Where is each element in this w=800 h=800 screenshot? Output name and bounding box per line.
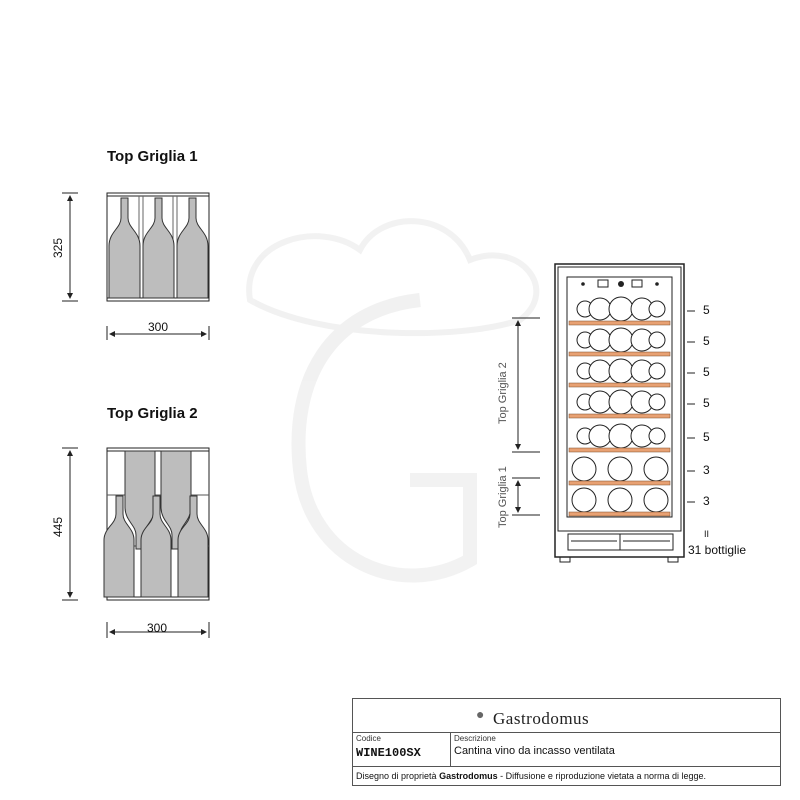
cabinet-dimension-lines <box>512 318 540 515</box>
bottle-circle <box>644 457 668 481</box>
total-bottles-label: 31 bottiglie <box>688 543 747 557</box>
product-code: WINE100SX <box>356 746 421 760</box>
griglia-2-drawing <box>104 448 209 600</box>
footer-prefix: Disegno di proprietà <box>356 771 440 781</box>
footer-suffix: - Diffusione e riproduzione vietata a norma di legge. <box>497 771 707 781</box>
shelf-bar <box>569 321 670 325</box>
bottle-circle <box>589 298 611 320</box>
griglia-1-title: Top Griglia 1 <box>107 148 198 165</box>
code-cell <box>353 733 451 766</box>
bottle-shape <box>109 198 140 298</box>
shelf-count-label: 5 <box>703 303 710 317</box>
watermark-logo <box>249 221 536 575</box>
brand-logo-text: Gastrodomus <box>493 709 590 728</box>
shelf-bar <box>569 414 670 418</box>
bottle-circle <box>649 428 665 444</box>
shelf-bar <box>569 352 670 356</box>
bottle-circle <box>572 488 596 512</box>
product-description: Cantina vino da incasso ventilata <box>454 745 615 757</box>
shelf-count-label: 5 <box>703 396 710 410</box>
griglia-1-height-label: 325 <box>51 237 65 258</box>
title-block <box>352 698 781 786</box>
bottle-circle <box>608 457 632 481</box>
bottle-circle <box>589 391 611 413</box>
cabinet-shelves <box>569 297 695 516</box>
shelf-bar <box>569 448 670 452</box>
bottle-circle <box>609 424 633 448</box>
bottle-circle <box>649 363 665 379</box>
chef-hat-icon: ● <box>476 706 485 722</box>
shelf-count-label: 5 <box>703 365 710 379</box>
shelf-bar <box>569 383 670 387</box>
griglia-1-width-label: 300 <box>148 320 169 334</box>
title-block-info-row <box>353 733 780 767</box>
griglia-2-height-label: 445 <box>51 516 65 537</box>
title-block-logo-cell <box>353 699 780 733</box>
bottle-circle <box>609 390 633 414</box>
bottle-shape <box>143 198 174 298</box>
bottle-circle <box>589 329 611 351</box>
bottle-circle <box>589 425 611 447</box>
bottle-circle <box>609 297 633 321</box>
description-caption: Descrizione <box>454 734 496 743</box>
shelf-bar <box>569 481 670 485</box>
bottle-circle <box>649 394 665 410</box>
griglia-1-drawing <box>107 193 209 301</box>
footer-brand: Gastrodomus <box>439 771 498 781</box>
bottle-circle <box>609 328 633 352</box>
shelf-count-label: 5 <box>703 430 710 444</box>
shelf-count-label: 5 <box>703 334 710 348</box>
bottle-circle <box>649 301 665 317</box>
bottle-circle <box>649 332 665 348</box>
code-caption: Codice <box>356 734 381 743</box>
cabinet-side-label-griglia-2: Top Griglia 2 <box>497 362 509 424</box>
shelf-count-label: 3 <box>703 494 710 508</box>
griglia-2-title: Top Griglia 2 <box>107 405 198 422</box>
bottle-circle <box>572 457 596 481</box>
bottle-circle <box>608 488 632 512</box>
bottle-shape <box>177 198 208 298</box>
title-block-footer <box>356 771 706 781</box>
bottle-circle <box>589 360 611 382</box>
bottle-circle <box>644 488 668 512</box>
shelf-count-label: 3 <box>703 463 710 477</box>
griglia-2-width-label: 300 <box>147 621 168 635</box>
shelf-bar <box>569 512 670 516</box>
bottle-circle <box>609 359 633 383</box>
total-equals-symbol: II <box>704 529 710 539</box>
cabinet-side-label-griglia-1: Top Griglia 1 <box>497 466 509 528</box>
